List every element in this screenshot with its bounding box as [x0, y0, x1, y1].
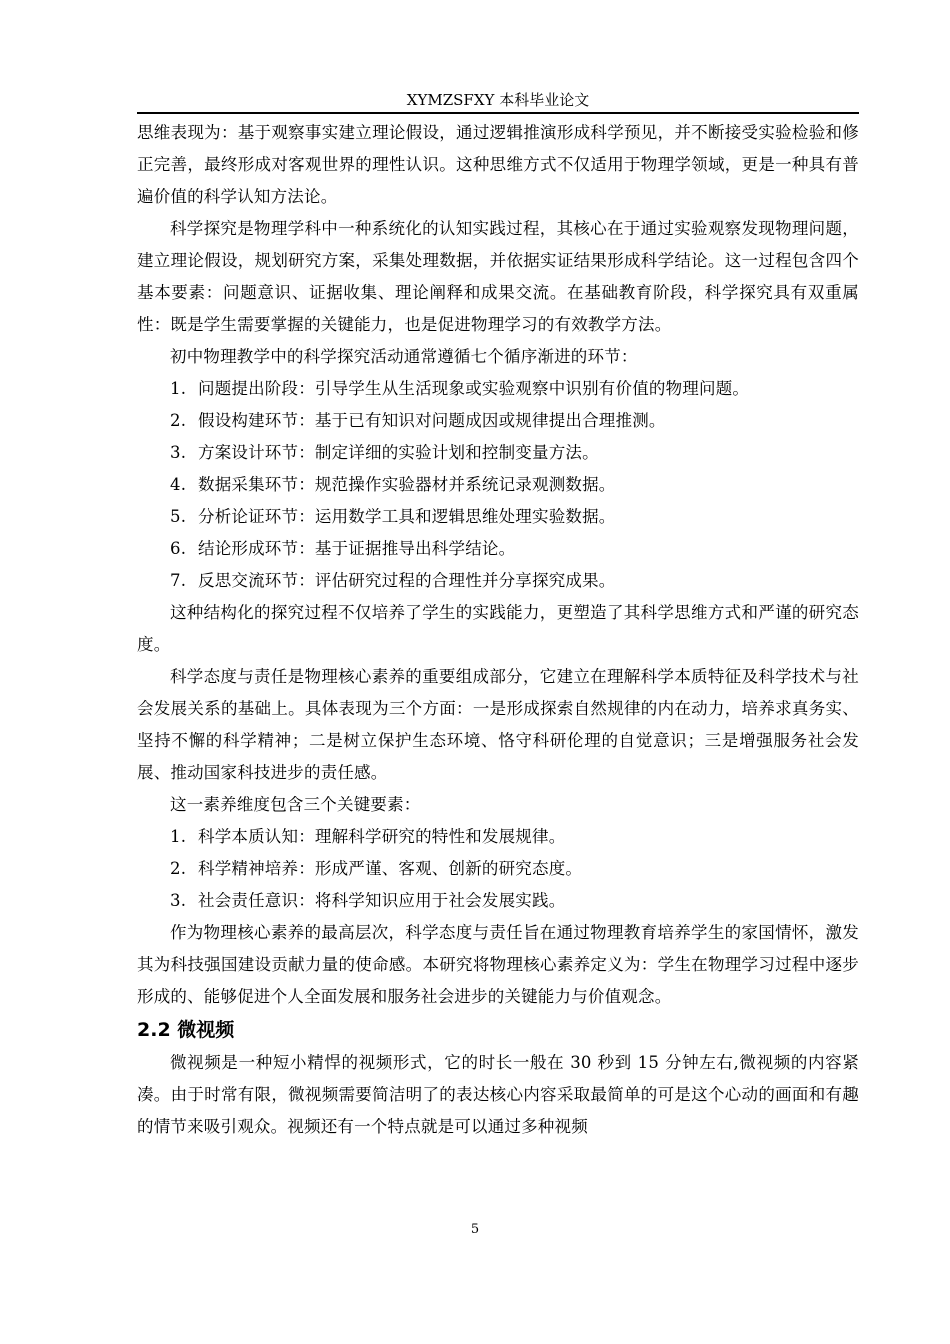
list-item — [137, 405, 859, 437]
paragraph: 初中物理教学中的科学探究活动通常遵循七个循序渐进的环节： — [170, 347, 638, 366]
list-item — [137, 373, 859, 405]
list-text: 反思交流环节：评估研究过程的合理性并分享探究成果。 — [198, 571, 616, 590]
list-item — [137, 885, 859, 917]
list-number: 2. — [170, 859, 187, 878]
list-text: 结论形成环节：基于证据推导出科学结论。 — [198, 539, 516, 558]
paragraph: 科学探究是物理学科中一种系统化的认知实践过程，其核心在于通过实验观察发现物理问题，建立理论假设，规划研究方案，采集处理数据，并依据实证结果形成科学结论。这一过程包含四个基本要素：问题意识、证据收集、理论阐释和成果交流。在基础教育阶段，科学探究具有双重属性：既是学生需要掌握的关键能力，也是促进物理学习的有效教学方法。 — [137, 219, 859, 334]
section-heading: 2.2 微视频 — [137, 1019, 235, 1041]
paragraph: 微视频是一种短小精悍的视频形式，它的时长一般在 30 秒到 15 分钟左右,微视频的内容紧凑。由于时常有限，微视频需要简洁明了的表达核心内容采取最简单的可是这个心动的画面和有趣的情节来吸引观众。视频还有一个特点就是可以通过多种视频 — [137, 1053, 859, 1136]
list-item — [137, 853, 859, 885]
list-number: 7. — [170, 571, 187, 590]
list-text: 假设构建环节：基于已有知识对问题成因或规律提出合理推测。 — [198, 411, 666, 430]
attitude-elements-list — [137, 821, 859, 917]
list-number: 5. — [170, 507, 187, 526]
list-item — [137, 469, 859, 501]
list-number: 1. — [170, 379, 187, 398]
paragraph: 思维表现为：基于观察事实建立理论假设，通过逻辑推演形成科学预见，并不断接受实验检验和修正完善，最终形成对客观世界的理性认识。这种思维方式不仅适用于物理学领域，更是一种具有普遍价值的科学认知方法论。 — [137, 123, 859, 206]
list-item — [137, 437, 859, 469]
list-number: 6. — [170, 539, 187, 558]
list-number: 2. — [170, 411, 187, 430]
list-text: 科学精神培养：形成严谨、客观、创新的研究态度。 — [198, 859, 583, 878]
page-number: 5 — [470, 1222, 480, 1237]
running-header: XYMZSFXY 本科毕业论文 — [406, 91, 590, 109]
list-text: 分析论证环节：运用数学工具和逻辑思维处理实验数据。 — [198, 507, 616, 526]
list-number: 4. — [170, 475, 187, 494]
list-item — [137, 533, 859, 565]
list-text: 问题提出阶段：引导学生从生活现象或实验观察中识别有价值的物理问题。 — [198, 379, 750, 398]
body-text — [137, 117, 859, 1143]
list-text: 方案设计环节：制定详细的实验计划和控制变量方法。 — [198, 443, 599, 462]
paragraph: 科学态度与责任是物理核心素养的重要组成部分，它建立在理解科学本质特征及科学技术与社会发展关系的基础上。具体表现为三个方面：一是形成探索自然规律的内在动力，培养求真务实、坚持不懈的科学精神；二是树立保护生态环境、恪守科研伦理的自觉意识；三是增强服务社会发展、推动国家科技进步的责任感。 — [137, 667, 859, 782]
paragraph: 这种结构化的探究过程不仅培养了学生的实践能力，更塑造了其科学思维方式和严谨的研究态度。 — [137, 603, 859, 654]
inquiry-steps-list — [137, 373, 859, 597]
list-text: 数据采集环节：规范操作实验器材并系统记录观测数据。 — [198, 475, 616, 494]
paragraph: 这一素养维度包含三个关键要素： — [170, 795, 421, 814]
paragraph: 作为物理核心素养的最高层次，科学态度与责任旨在通过物理教育培养学生的家国情怀，激发其为科技强国建设贡献力量的使命感。本研究将物理核心素养定义为：学生在物理学习过程中逐步形成的、能够促进个人全面发展和服务社会进步的关键能力与价值观念。 — [137, 923, 859, 1006]
list-number: 3. — [170, 891, 187, 910]
list-number: 3. — [170, 443, 187, 462]
list-item — [137, 821, 859, 853]
list-text: 社会责任意识：将科学知识应用于社会发展实践。 — [198, 891, 566, 910]
list-number: 1. — [170, 827, 187, 846]
header-rule — [137, 112, 859, 114]
list-item — [137, 565, 859, 597]
list-item — [137, 501, 859, 533]
list-text: 科学本质认知：理解科学研究的特性和发展规律。 — [198, 827, 566, 846]
